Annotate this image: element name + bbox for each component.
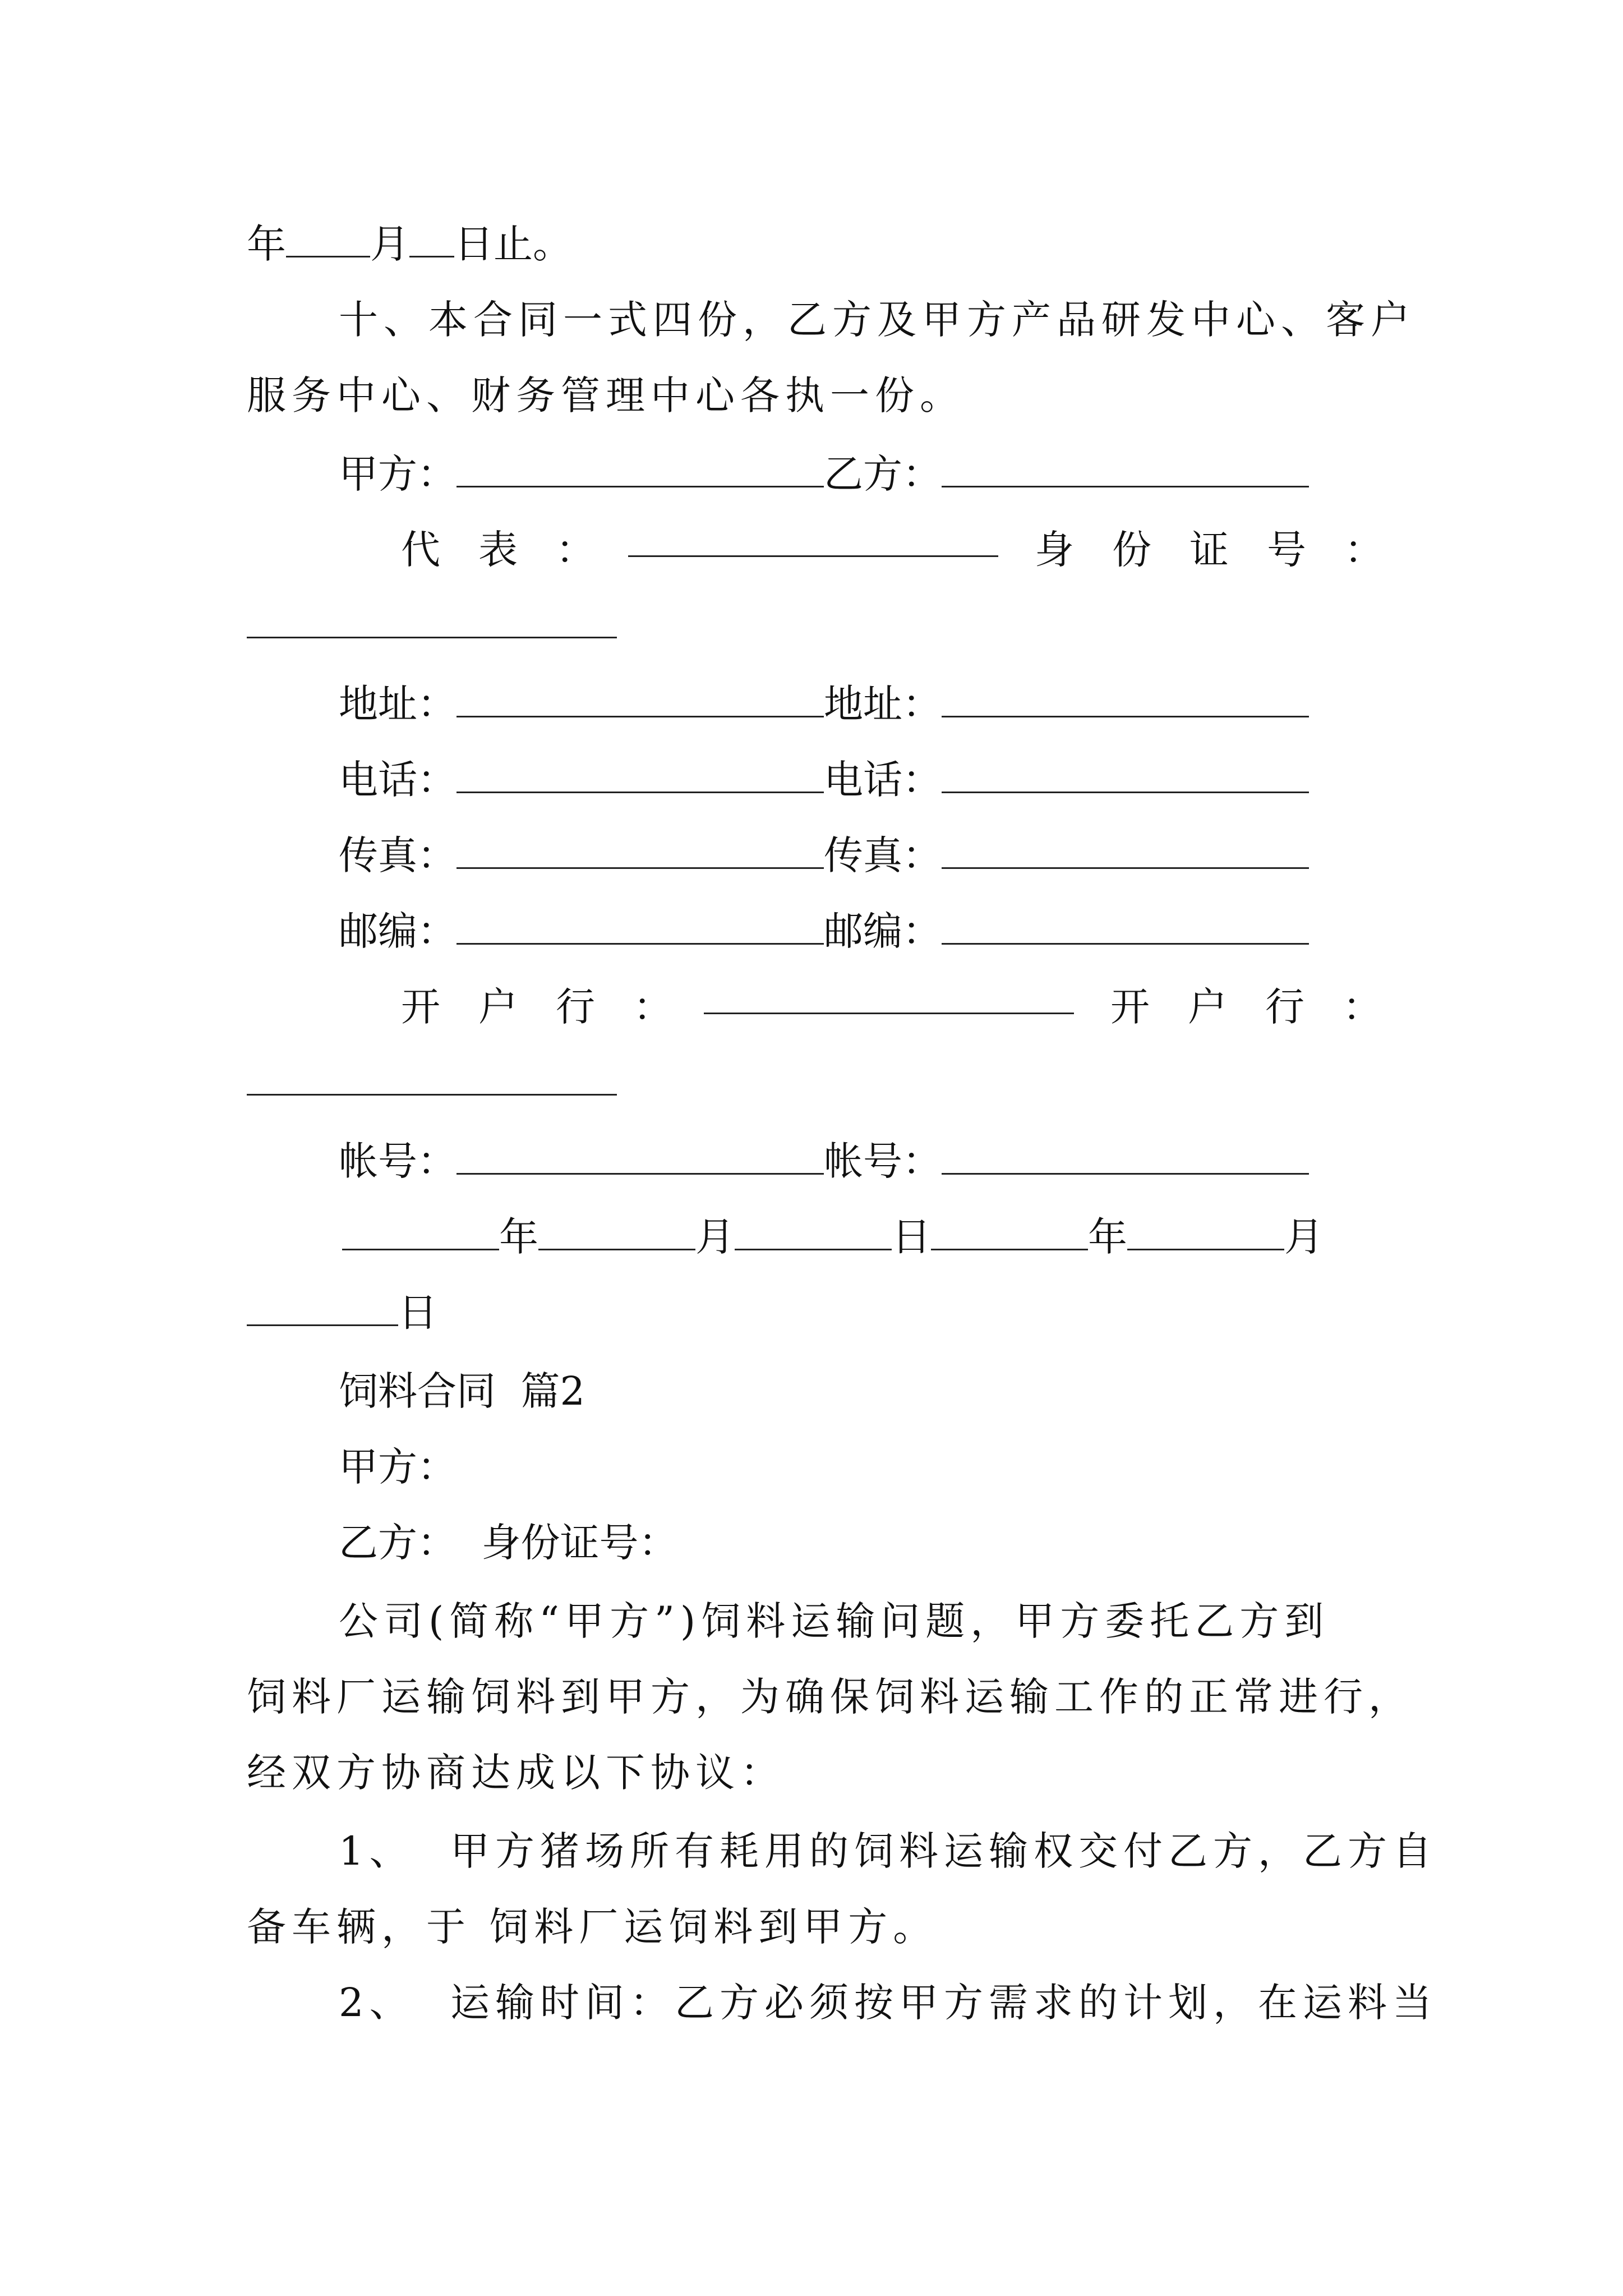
account-b-label: 帐号： bbox=[824, 1138, 942, 1184]
sign-day-a-label: 日 bbox=[892, 1214, 931, 1260]
section-2-title: 饲料合同 篇2 bbox=[339, 1368, 585, 1414]
fax-row bbox=[339, 830, 1309, 881]
sign-year-b-label: 年 bbox=[1088, 1214, 1127, 1260]
sign-month-a-blank bbox=[538, 1214, 695, 1250]
month-label: 月 bbox=[370, 221, 409, 267]
fax-a-blank bbox=[457, 832, 824, 869]
party-a-blank bbox=[457, 451, 824, 487]
id-number-row bbox=[1035, 524, 1422, 575]
address-a-label: 地址： bbox=[339, 681, 457, 727]
phone-a-blank bbox=[457, 757, 824, 793]
postcode-b-blank bbox=[942, 908, 1309, 945]
month-blank bbox=[286, 221, 370, 257]
signature-date-row bbox=[342, 1212, 1324, 1262]
sign-year-a-label: 年 bbox=[499, 1214, 538, 1260]
sign-day-b-label: 日 bbox=[398, 1290, 437, 1336]
date-end-line bbox=[247, 219, 572, 269]
phone-a-label: 电话： bbox=[339, 757, 457, 803]
phone-b-blank bbox=[942, 757, 1309, 793]
phone-row bbox=[339, 754, 1309, 805]
representative-blank bbox=[628, 555, 998, 557]
bank-b-blank bbox=[247, 1094, 617, 1096]
sign-month-b-label: 月 bbox=[1284, 1214, 1324, 1260]
year-label: 年 bbox=[247, 221, 286, 267]
intro-line-2: 饲料厂运输饲料到甲方，为确保饲料运输工作的正常进行， bbox=[247, 1674, 1413, 1720]
representative-label: 代表： bbox=[401, 527, 633, 573]
postcode-a-label: 邮编： bbox=[339, 908, 457, 954]
account-b-blank bbox=[942, 1138, 1309, 1175]
phone-b-label: 电话： bbox=[824, 757, 942, 803]
sign-year-b-blank bbox=[931, 1214, 1088, 1250]
signature-day-b-row bbox=[247, 1287, 437, 1338]
day-end-label: 日止。 bbox=[454, 221, 572, 267]
fax-a-label: 传真： bbox=[339, 832, 457, 878]
sign-month-b-blank bbox=[1127, 1214, 1284, 1250]
item-1-line-1: 1、 甲方猪场所有耗用的饲料运输权交付乙方，乙方自 bbox=[339, 1828, 1438, 1874]
intro-line-1: 公司(简称“甲方”)饲料运输问题，甲方委托乙方到 bbox=[339, 1598, 1330, 1644]
sign-day-b-blank bbox=[247, 1290, 398, 1326]
account-row bbox=[339, 1136, 1309, 1186]
signature-party-row bbox=[339, 449, 1309, 499]
bank-a-label: 开户行： bbox=[401, 984, 711, 1030]
bank-b-row bbox=[1110, 982, 1420, 1032]
address-b-blank bbox=[942, 681, 1309, 717]
party-b-blank bbox=[942, 451, 1309, 487]
section-2-party-a: 甲方： bbox=[339, 1444, 457, 1490]
address-row bbox=[339, 679, 1309, 729]
representative-row bbox=[401, 524, 633, 575]
sign-month-a-label: 月 bbox=[695, 1214, 735, 1260]
account-a-blank bbox=[457, 1138, 824, 1175]
postcode-a-blank bbox=[457, 908, 824, 945]
bank-a-row bbox=[401, 982, 711, 1032]
party-b-label: 乙方： bbox=[824, 451, 942, 497]
fax-b-blank bbox=[942, 832, 1309, 869]
id-number-blank bbox=[247, 637, 617, 638]
sign-day-a-blank bbox=[735, 1214, 892, 1250]
section-2-party-b: 乙方： 身份证号： bbox=[339, 1520, 678, 1566]
id-number-label: 身份证号： bbox=[1035, 527, 1422, 573]
clause-10-line-1: 十、本合同一式四份，乙方及甲方产品研发中心、客户 bbox=[339, 297, 1415, 343]
address-a-blank bbox=[457, 681, 824, 717]
fax-b-label: 传真： bbox=[824, 832, 942, 878]
bank-a-blank bbox=[704, 1013, 1074, 1014]
account-a-label: 帐号： bbox=[339, 1138, 457, 1184]
clause-10-line-2: 服务中心、财务管理中心各执一份。 bbox=[247, 372, 965, 418]
party-a-label: 甲方： bbox=[339, 451, 457, 497]
sign-year-a-blank bbox=[342, 1214, 499, 1250]
intro-line-3: 经双方协商达成以下协议： bbox=[247, 1750, 785, 1796]
day-blank bbox=[409, 221, 454, 257]
item-2-line-1: 2、 运输时间：乙方必须按甲方需求的计划，在运料当 bbox=[339, 1980, 1438, 2026]
postcode-b-label: 邮编： bbox=[824, 908, 942, 954]
postcode-row bbox=[339, 906, 1309, 956]
bank-b-label: 开户行： bbox=[1110, 984, 1420, 1030]
item-1-line-2: 备车辆，于 饲料厂运饲料到甲方。 bbox=[247, 1904, 938, 1950]
address-b-label: 地址： bbox=[824, 681, 942, 727]
